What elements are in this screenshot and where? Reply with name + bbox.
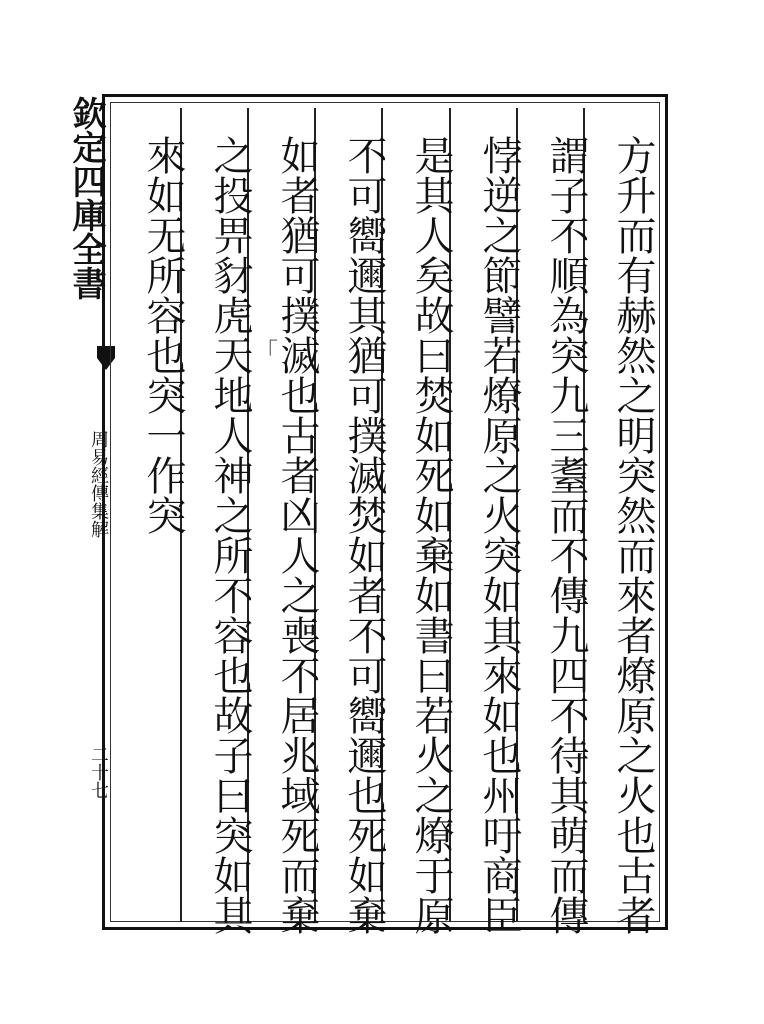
page-folio: 二十七 [88, 745, 109, 799]
text-column-5: 不可嚮邇其猶可撲滅焚如者不可嚮邇也死如棄 [341, 135, 387, 935]
book-title: 欽定四庫全書 [66, 96, 106, 300]
text-column-2: 謂子不順為突九三耋而不傳九四不待其萌而傳 [543, 135, 589, 935]
text-column-4: 是其人矣故曰焚如死如棄如書曰若火之燎于原 [408, 135, 454, 935]
book-subtitle: 周易經傳集解 [88, 430, 109, 538]
text-column-7: 之投畀豺虎天地人神之所不容也故子曰突如其 [207, 135, 253, 935]
text-column-6: 如者猶可撲滅也古者凶人之喪不居兆域死而棄 [274, 135, 320, 935]
text-column-3: 悖逆之節譬若燎原之火突如其來如也州吁商臣 [476, 135, 522, 935]
text-column-8: 來如无所容也突一作突 [140, 135, 186, 535]
text-column-1: 方升而有赫然之明突然而來者燎原之火也古者 [610, 135, 656, 935]
bookmark-mark: 「 [254, 338, 278, 366]
